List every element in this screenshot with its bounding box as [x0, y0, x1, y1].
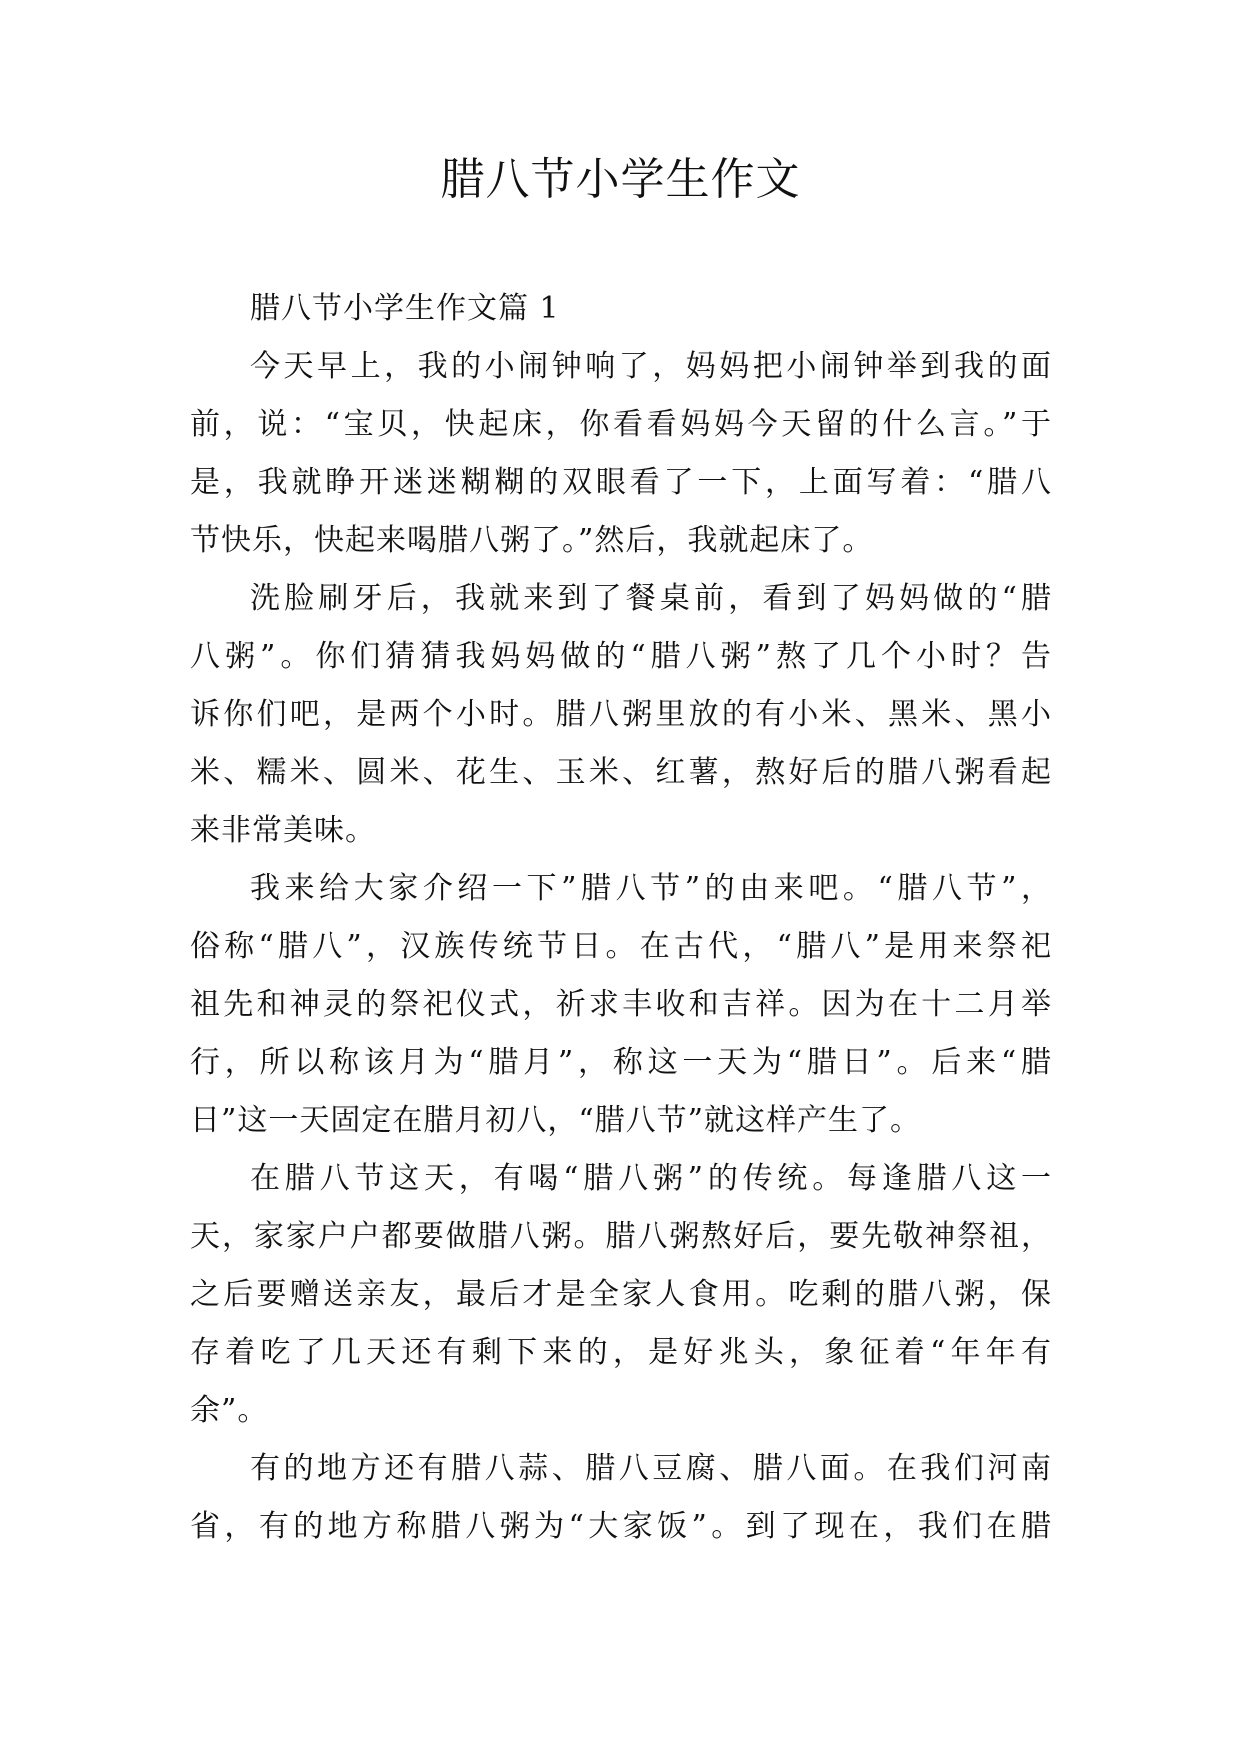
paragraph-line: 之后要赠送亲友，最后才是全家人食用。吃剩的腊八粥，保: [190, 1277, 1052, 1312]
paragraph-line: 在腊八节这天，有喝“腊八粥”的传统。每逢腊八这一: [250, 1161, 1052, 1196]
paragraph-line: 存着吃了几天还有剩下来的，是好兆头，象征着“年年有: [190, 1335, 1052, 1370]
paragraph-line: 八粥”。你们猜猜我妈妈做的“腊八粥”熬了几个小时？告: [190, 639, 1052, 674]
paragraph-line: 洗脸刷牙后，我就来到了餐桌前，看到了妈妈做的“腊: [250, 581, 1052, 616]
paragraph-line: 是，我就睁开迷迷糊糊的双眼看了一下，上面写着：“腊八: [190, 465, 1052, 500]
paragraph-3: [190, 860, 1052, 1150]
paragraph-line: 我来给大家介绍一下”腊八节”的由来吧。“腊八节”，: [250, 871, 1052, 906]
paragraph-line: 日”这一天固定在腊月初八，“腊八节”就这样产生了。: [190, 1103, 922, 1138]
paragraph-line: 余”。: [190, 1393, 269, 1428]
paragraph-line: 节快乐，快起来喝腊八粥了。”然后，我就起床了。: [190, 523, 874, 558]
paragraph-line: 有的地方还有腊八蒜、腊八豆腐、腊八面。在我们河南: [250, 1451, 1052, 1486]
paragraph-line: 天，家家户户都要做腊八粥。腊八粥熬好后，要先敬神祭祖，: [190, 1219, 1052, 1254]
paragraph-2: [190, 570, 1052, 860]
paragraph-1: [190, 338, 1052, 570]
paragraph-line: 前，说：“宝贝，快起床，你看看妈妈今天留的什么言。”于: [190, 407, 1052, 442]
document-body: [190, 280, 1052, 1556]
section-heading: 腊八节小学生作文篇 1: [250, 291, 560, 326]
paragraph-line: 今天早上，我的小闹钟响了，妈妈把小闹钟举到我的面: [250, 349, 1052, 384]
document-title: 腊八节小学生作文: [440, 154, 801, 205]
paragraph-line: 俗称“腊八”，汉族传统节日。在古代，“腊八”是用来祭祀: [190, 929, 1052, 964]
paragraph-5: [190, 1440, 1052, 1556]
paragraph-line: 米、糯米、圆米、花生、玉米、红薯，熬好后的腊八粥看起: [190, 755, 1052, 790]
paragraph-line: 来非常美味。: [190, 813, 376, 848]
paragraph-line: 祖先和神灵的祭祀仪式，祈求丰收和吉祥。因为在十二月举: [190, 987, 1052, 1022]
paragraph-4: [190, 1150, 1052, 1440]
paragraph-line: 诉你们吧，是两个小时。腊八粥里放的有小米、黑米、黑小: [190, 697, 1052, 732]
paragraph-line: 行，所以称该月为“腊月”，称这一天为“腊日”。后来“腊: [190, 1045, 1052, 1080]
paragraph-line: 省，有的地方称腊八粥为“大家饭”。到了现在，我们在腊: [190, 1509, 1052, 1544]
